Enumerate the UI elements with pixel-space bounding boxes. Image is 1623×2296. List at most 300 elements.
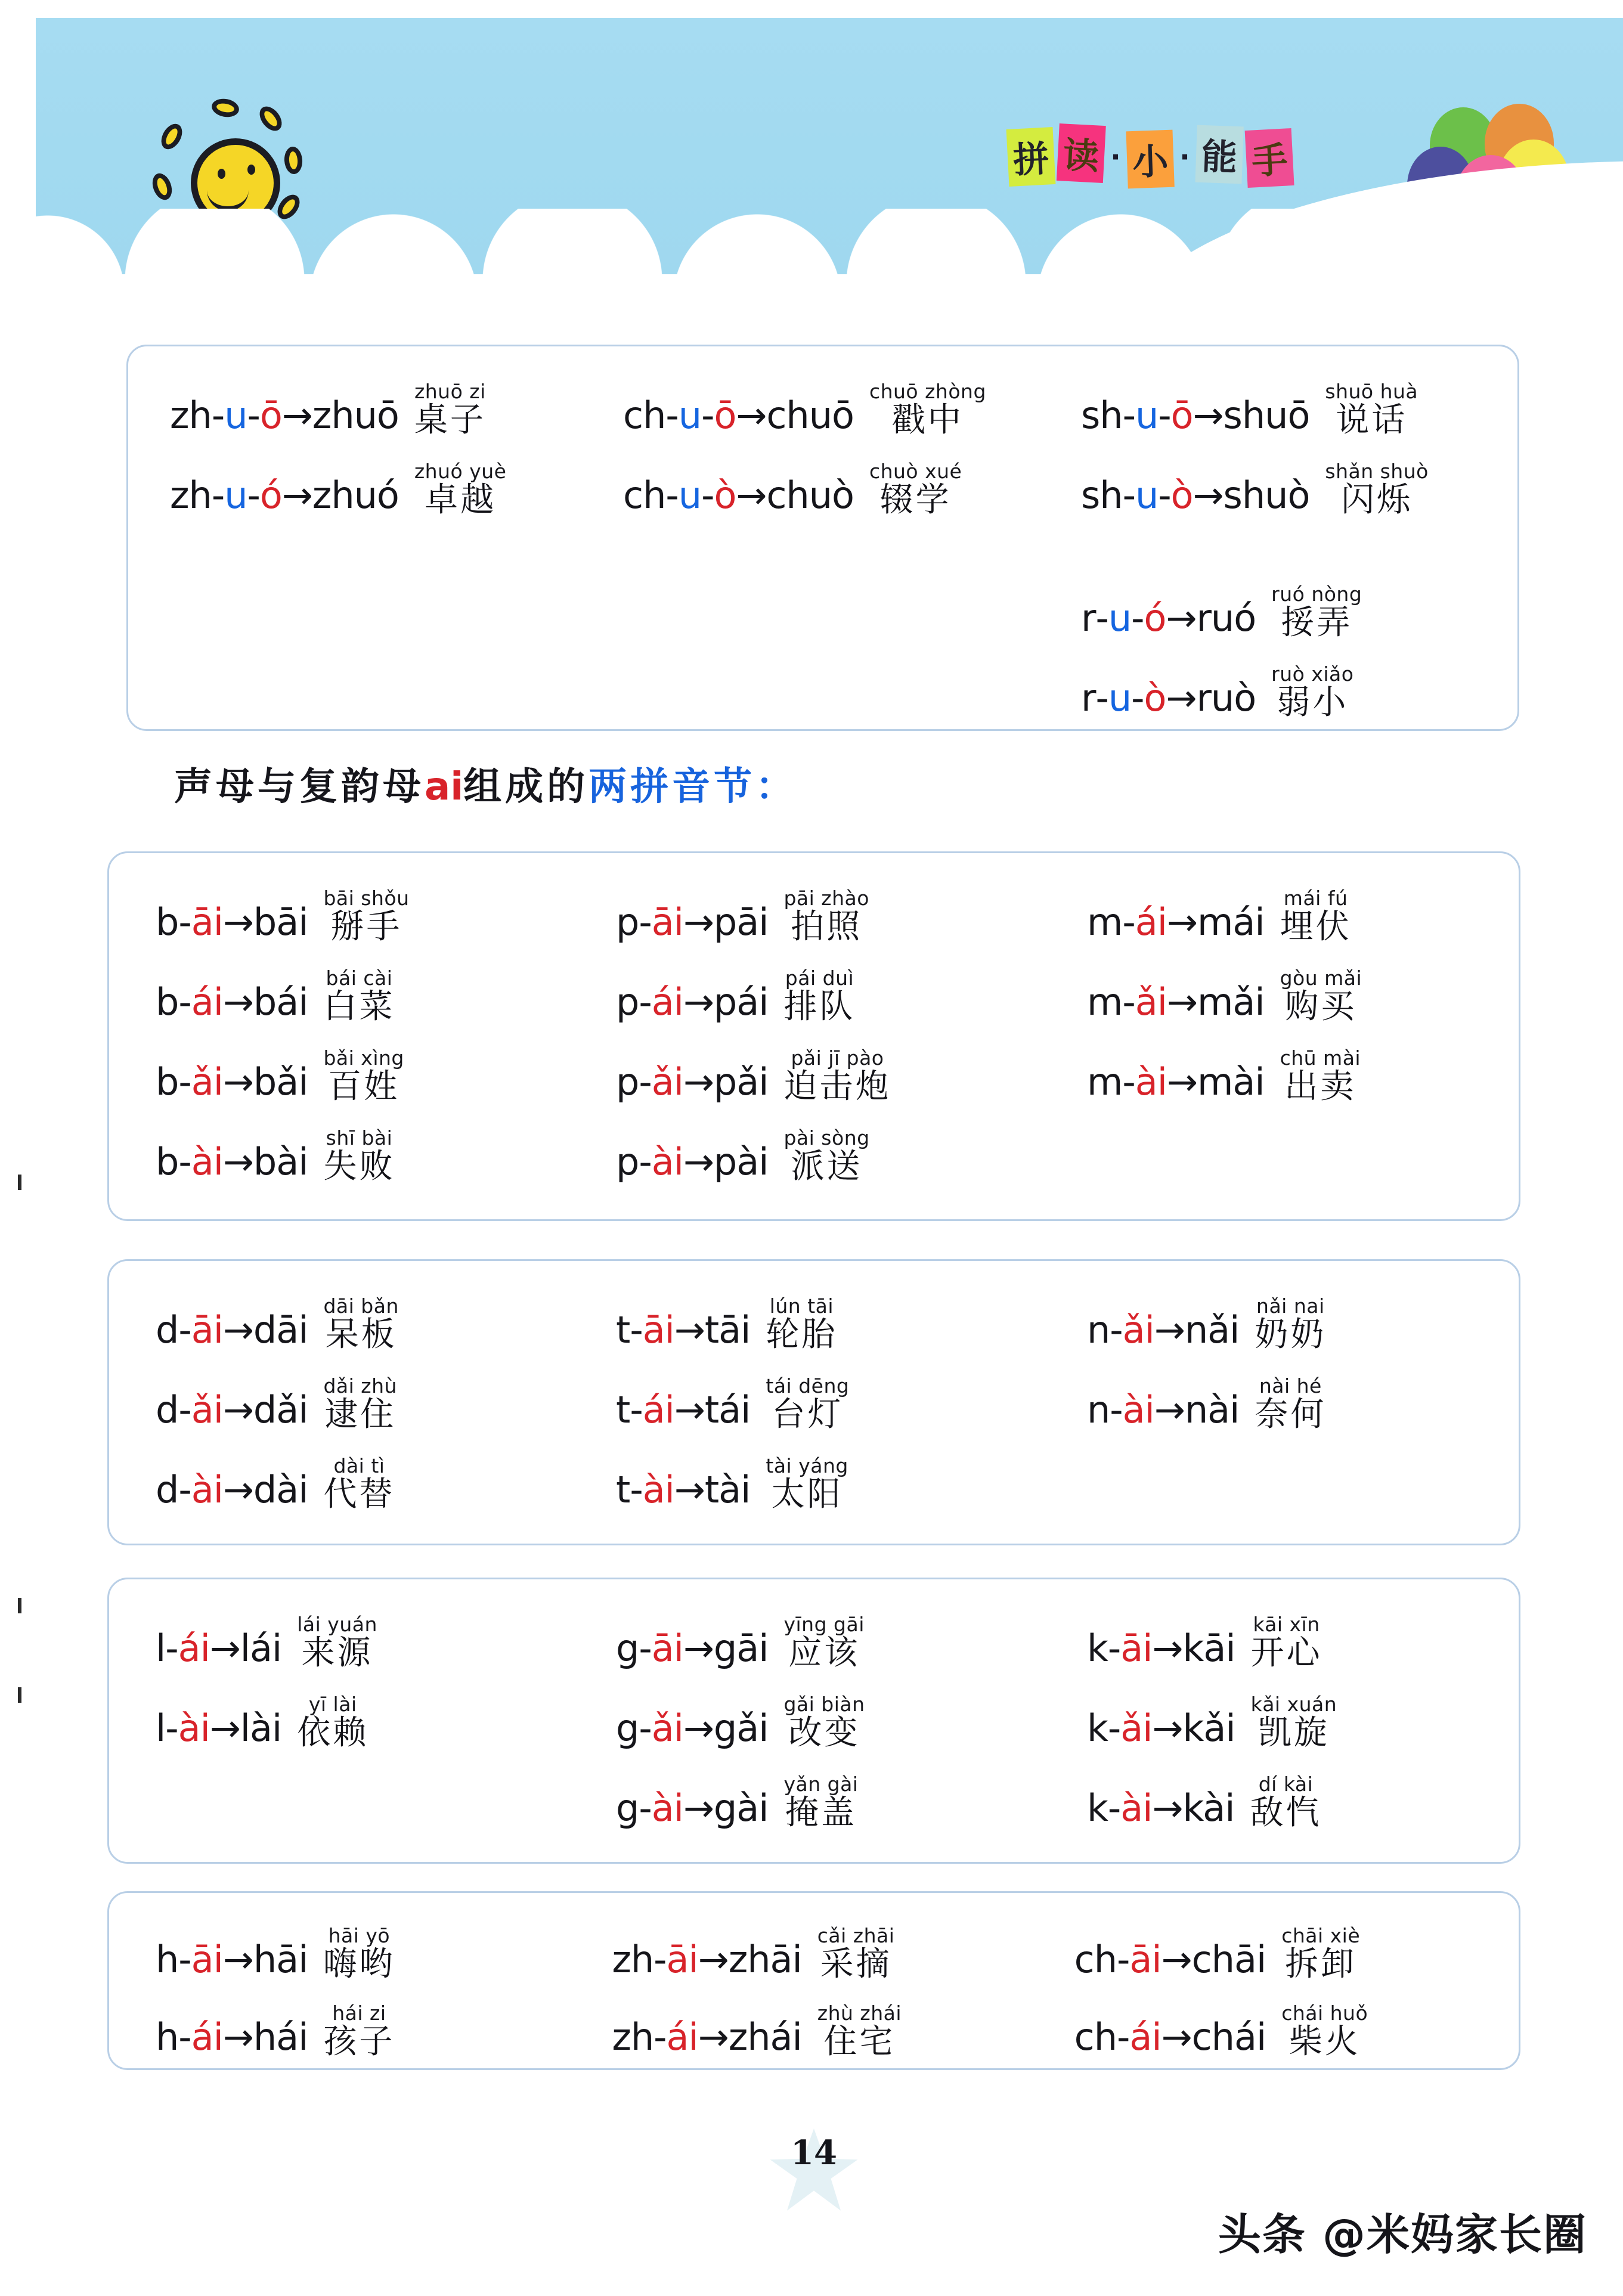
- formula-syllable: lái: [240, 1626, 282, 1670]
- example-pinyin: gòu mǎi: [1280, 966, 1362, 990]
- formula-arrow-icon: →: [698, 2015, 729, 2059]
- formula-final: āi: [651, 1626, 683, 1670]
- formula-syllable: mǎi: [1197, 980, 1265, 1024]
- example-pinyin: bāi shǒu: [323, 886, 410, 910]
- syllable-row: [1081, 367, 1517, 440]
- syllable-row: [616, 953, 1048, 1027]
- formula-syllable: gài: [713, 1786, 769, 1830]
- formula-final: ò: [1170, 473, 1193, 517]
- formula-dash: -: [701, 473, 714, 517]
- example-pinyin: nài hé: [1259, 1374, 1322, 1398]
- syllable-row: [1087, 1281, 1519, 1355]
- syllable-formula: [1087, 1060, 1265, 1104]
- syllable-row: [1087, 873, 1519, 947]
- formula-final: ái: [651, 980, 683, 1024]
- example-word: [1325, 379, 1418, 440]
- formula-syllable: zhuó: [312, 473, 399, 517]
- syllable-formula: [156, 1938, 308, 1981]
- formula-arrow-icon: →: [683, 980, 714, 1024]
- formula-arrow-icon: →: [1193, 473, 1224, 517]
- formula-dash: -: [178, 1468, 191, 1511]
- formula-syllable: zhuō: [312, 393, 399, 437]
- example-word: [766, 1456, 848, 1514]
- formula-dash: -: [1110, 1388, 1123, 1431]
- formula-final: ái: [191, 980, 223, 1024]
- formula-consonant: d: [156, 1468, 179, 1511]
- formula-dash: -: [1110, 1308, 1123, 1352]
- card-column: [1057, 1893, 1519, 2068]
- formula-consonant: b: [156, 900, 179, 944]
- example-word: [783, 1774, 858, 1832]
- formula-final: āi: [651, 900, 683, 944]
- formula-medial: u: [1135, 393, 1159, 437]
- formula-final: ài: [1122, 1388, 1154, 1431]
- formula-dash: -: [1095, 676, 1108, 720]
- syllable-row: [616, 1759, 1048, 1833]
- syllable-row: [616, 1600, 1048, 1673]
- formula-dash: -: [1122, 900, 1135, 944]
- formula-dash: -: [701, 393, 714, 437]
- syllable-row: [170, 447, 606, 520]
- formula-dash: -: [639, 980, 652, 1024]
- formula-dash: -: [211, 393, 225, 437]
- syllable-row: [156, 953, 587, 1027]
- syllable-row: [1081, 649, 1517, 723]
- formula-arrow-icon: →: [736, 393, 767, 437]
- formula-dash: -: [1107, 1706, 1121, 1750]
- formula-consonant: p: [616, 1060, 639, 1104]
- formula-final: ǎi: [1120, 1706, 1153, 1750]
- syllable-row: [156, 1680, 587, 1753]
- formula-consonant: b: [156, 1060, 179, 1104]
- example-pinyin: bǎi xìng: [323, 1046, 404, 1070]
- syllable-formula: [1087, 980, 1265, 1024]
- formula-final: ái: [191, 2015, 223, 2059]
- syllable-formula: [616, 1308, 750, 1352]
- formula-syllable: mài: [1197, 1060, 1265, 1104]
- example-pinyin: bái cài: [326, 966, 393, 990]
- example-word: [414, 461, 507, 519]
- formula-consonant: zh: [612, 1938, 654, 1981]
- example-hanzi: 嗨哟: [323, 1945, 395, 1984]
- syllable-row: [156, 1991, 600, 2062]
- formula-arrow-icon: →: [1154, 1308, 1185, 1352]
- formula-arrow-icon: →: [674, 1308, 705, 1352]
- syllable-formula: [1081, 596, 1256, 640]
- formula-consonant: k: [1087, 1626, 1108, 1670]
- formula-arrow-icon: →: [698, 1938, 729, 1981]
- formula-syllable: kāi: [1182, 1626, 1235, 1670]
- banner-tile-neng: 能: [1195, 125, 1243, 184]
- formula-syllable: pāi: [713, 900, 769, 944]
- example-word: [1251, 1694, 1337, 1752]
- formula-final: āi: [1129, 1938, 1162, 1981]
- example-word: [323, 888, 409, 946]
- example-pinyin: yīng gāi: [783, 1612, 865, 1636]
- example-pinyin: dǎi zhù: [323, 1374, 397, 1398]
- formula-syllable: ruò: [1196, 676, 1256, 720]
- syllable-formula: [156, 980, 308, 1024]
- example-pinyin: pài sòng: [783, 1126, 870, 1149]
- margin-tick: [18, 1687, 21, 1703]
- syllable-formula: [612, 2015, 801, 2059]
- formula-final: āi: [666, 1938, 698, 1981]
- syllable-formula: [156, 1140, 308, 1183]
- formula-final: ō: [259, 393, 282, 437]
- example-word: [1280, 888, 1352, 946]
- formula-medial: u: [678, 393, 702, 437]
- card-grid: [128, 346, 1517, 729]
- formula-arrow-icon: →: [1167, 900, 1197, 944]
- formula-dash: -: [630, 1388, 643, 1431]
- formula-consonant: t: [616, 1308, 630, 1352]
- example-hanzi: 卓越: [425, 481, 497, 520]
- card-column: [1048, 1261, 1519, 1544]
- formula-consonant: n: [1087, 1308, 1110, 1352]
- example-word: [1280, 1048, 1361, 1106]
- formula-dash: -: [178, 2015, 191, 2059]
- example-pinyin: shuō huà: [1325, 379, 1418, 403]
- example-pinyin: lái yuán: [297, 1612, 377, 1636]
- example-hanzi: 依赖: [297, 1714, 369, 1753]
- syllable-formula: [616, 1706, 768, 1750]
- example-word: [323, 1048, 404, 1106]
- example-hanzi: 来源: [301, 1634, 373, 1673]
- syllable-row: [612, 1913, 1056, 1984]
- formula-arrow-icon: →: [1161, 2015, 1192, 2059]
- example-pinyin: dài tì: [333, 1454, 385, 1477]
- example-hanzi: 奶奶: [1255, 1315, 1327, 1355]
- formula-syllable: chuò: [766, 473, 854, 517]
- card-column: [587, 853, 1048, 1219]
- syllable-row: [616, 1033, 1048, 1107]
- formula-arrow-icon: →: [1167, 980, 1197, 1024]
- formula-consonant: t: [616, 1388, 630, 1431]
- example-hanzi: 百姓: [328, 1067, 400, 1107]
- formula-syllable: hái: [253, 2015, 308, 2059]
- example-pinyin: lún tāi: [769, 1294, 834, 1318]
- syllable-formula: [1087, 1706, 1235, 1750]
- syllable-formula: [1081, 393, 1309, 437]
- formula-consonant: d: [156, 1388, 179, 1431]
- formula-dash: -: [653, 1938, 667, 1981]
- syllable-formula: [1087, 1626, 1235, 1670]
- card-column: [109, 853, 587, 1219]
- example-word: [323, 1128, 395, 1186]
- formula-syllable: shuò: [1223, 473, 1310, 517]
- example-word: [1281, 1923, 1361, 1984]
- example-hanzi: 逮住: [324, 1395, 397, 1434]
- formula-dash: -: [1122, 980, 1135, 1024]
- formula-arrow-icon: →: [683, 1060, 714, 1104]
- example-word: [766, 1376, 849, 1434]
- example-hanzi: 住宅: [823, 2022, 896, 2062]
- formula-final: āi: [1120, 1626, 1153, 1670]
- formula-final: ái: [642, 1388, 674, 1431]
- formula-syllable: zhái: [728, 2015, 802, 2059]
- syllable-formula: [156, 1706, 281, 1750]
- section-heading-prefix: 声母与复韵母: [174, 765, 425, 809]
- example-hanzi: 迫击炮: [783, 1067, 891, 1107]
- formula-final: ō: [1170, 393, 1193, 437]
- banner-tile-xiao: 小: [1126, 130, 1174, 189]
- section-heading-middle: 组成的: [463, 765, 589, 809]
- example-hanzi: 闪烁: [1341, 481, 1413, 520]
- example-hanzi: 太阳: [771, 1475, 843, 1514]
- formula-consonant: h: [156, 1938, 179, 1981]
- card-column: [600, 1893, 1056, 2068]
- syllable-formula: [156, 1308, 308, 1352]
- example-pinyin: chái huǒ: [1281, 2001, 1368, 2025]
- syllable-formula: [1081, 676, 1256, 720]
- section-heading-final: ai: [425, 765, 464, 809]
- formula-dash: -: [653, 2015, 667, 2059]
- formula-arrow-icon: →: [683, 1626, 714, 1670]
- formula-consonant: zh: [612, 2015, 654, 2059]
- formula-consonant: l: [156, 1706, 166, 1750]
- formula-syllable: bài: [253, 1140, 308, 1183]
- example-hanzi: 派送: [791, 1147, 863, 1186]
- example-hanzi: 白菜: [323, 987, 395, 1027]
- formula-arrow-icon: →: [1161, 1938, 1192, 1981]
- example-word: [1281, 2003, 1368, 2061]
- syllable-formula: [1087, 1388, 1239, 1431]
- formula-consonant: g: [616, 1706, 639, 1750]
- example-word: [414, 379, 486, 440]
- example-pinyin: pǎi jī pào: [791, 1046, 884, 1070]
- formula-arrow-icon: →: [222, 900, 253, 944]
- example-hanzi: 代替: [323, 1475, 395, 1514]
- formula-dash: -: [1117, 2015, 1130, 2059]
- syllable-formula: [616, 1140, 768, 1183]
- formula-dash: -: [211, 473, 225, 517]
- card-column: [1060, 346, 1517, 729]
- formula-syllable: kǎi: [1182, 1706, 1235, 1750]
- formula-syllable: shuō: [1223, 393, 1310, 437]
- formula-final: ài: [651, 1786, 683, 1830]
- formula-syllable: hāi: [253, 1938, 308, 1981]
- example-pinyin: tài yáng: [766, 1454, 848, 1477]
- syllable-row: [170, 367, 606, 440]
- formula-consonant: b: [156, 980, 179, 1024]
- formula-dash: -: [165, 1706, 178, 1750]
- formula-final: ài: [651, 1140, 683, 1183]
- syllable-row: [616, 1361, 1048, 1434]
- syllable-card-uo: [126, 345, 1519, 731]
- example-pinyin: zhù zhái: [817, 2001, 902, 2025]
- example-word: [323, 1456, 395, 1514]
- syllable-formula: [616, 1786, 768, 1830]
- formula-final: ài: [642, 1468, 674, 1511]
- formula-syllable: dāi: [253, 1308, 308, 1352]
- formula-final: ǎi: [191, 1060, 223, 1104]
- formula-consonant: b: [156, 1140, 179, 1183]
- formula-dash: -: [247, 393, 260, 437]
- syllable-formula: [156, 1468, 308, 1511]
- formula-arrow-icon: →: [674, 1388, 705, 1431]
- formula-consonant: h: [156, 2015, 179, 2059]
- page-number: 14: [791, 2133, 837, 2173]
- formula-consonant: d: [156, 1308, 179, 1352]
- formula-dash: -: [1122, 473, 1135, 517]
- formula-syllable: kài: [1182, 1786, 1235, 1830]
- syllable-row: [1081, 447, 1517, 520]
- example-hanzi: 改变: [788, 1714, 860, 1753]
- formula-arrow-icon: →: [1167, 1060, 1197, 1104]
- formula-syllable: tái: [704, 1388, 751, 1431]
- syllable-formula: [1074, 2015, 1266, 2059]
- formula-consonant: m: [1087, 980, 1123, 1024]
- syllable-row: [612, 1991, 1056, 2062]
- formula-arrow-icon: →: [683, 1140, 714, 1183]
- formula-final: ō: [714, 393, 736, 437]
- formula-arrow-icon: →: [683, 1706, 714, 1750]
- syllable-row: [1081, 569, 1517, 643]
- example-hanzi: 弱小: [1277, 683, 1349, 723]
- card-grid: [109, 1261, 1519, 1544]
- formula-medial: u: [224, 393, 247, 437]
- syllable-card-hzhch: [107, 1891, 1520, 2070]
- example-word: [297, 1694, 368, 1752]
- syllable-row: [1087, 953, 1519, 1027]
- formula-final: āi: [642, 1308, 674, 1352]
- formula-arrow-icon: →: [1152, 1706, 1183, 1750]
- formula-dash: -: [178, 1140, 191, 1183]
- formula-final: ǎi: [191, 1388, 223, 1431]
- formula-dash: -: [639, 1706, 652, 1750]
- formula-arrow-icon: →: [281, 393, 312, 437]
- example-word: [817, 1923, 895, 1984]
- formula-dash: -: [1158, 473, 1171, 517]
- formula-syllable: chái: [1191, 2015, 1266, 2059]
- formula-medial: u: [224, 473, 247, 517]
- formula-syllable: nǎi: [1184, 1308, 1240, 1352]
- formula-dash: -: [639, 900, 652, 944]
- formula-dash: -: [178, 1388, 191, 1431]
- syllable-row: [616, 1680, 1048, 1753]
- example-word: [323, 2003, 395, 2061]
- example-pinyin: chū mài: [1280, 1046, 1361, 1070]
- formula-final: ó: [1144, 596, 1166, 640]
- formula-consonant: ch: [1074, 1938, 1117, 1981]
- formula-consonant: r: [1081, 596, 1096, 640]
- example-hanzi: 柴火: [1289, 2022, 1361, 2062]
- formula-arrow-icon: →: [222, 1308, 253, 1352]
- example-pinyin: kǎi xuán: [1250, 1692, 1337, 1716]
- formula-consonant: m: [1087, 1060, 1123, 1104]
- syllable-formula: [170, 393, 399, 437]
- syllable-formula: [1087, 900, 1265, 944]
- syllable-formula: [616, 1626, 768, 1670]
- formula-consonant: t: [616, 1468, 630, 1511]
- formula-syllable: tāi: [704, 1308, 751, 1352]
- formula-dash: -: [178, 900, 191, 944]
- formula-consonant: k: [1087, 1706, 1108, 1750]
- margin-tick: [18, 1175, 21, 1190]
- formula-final: āi: [191, 1938, 223, 1981]
- syllable-row: [616, 1113, 1048, 1186]
- example-word: [323, 1923, 395, 1984]
- example-word: [1271, 664, 1353, 722]
- formula-syllable: bái: [253, 980, 308, 1024]
- example-pinyin: ruò xiǎo: [1271, 662, 1354, 686]
- formula-consonant: k: [1087, 1786, 1108, 1830]
- banner-tile-dot: ·: [1179, 141, 1190, 173]
- example-pinyin: ruó nòng: [1271, 582, 1362, 606]
- card-column: [128, 346, 606, 729]
- card-column: [109, 1893, 600, 2068]
- formula-arrow-icon: →: [222, 1938, 253, 1981]
- formula-final: āi: [191, 900, 223, 944]
- syllable-row: [156, 1113, 587, 1186]
- formula-syllable: ruó: [1196, 596, 1256, 640]
- example-pinyin: yǎn gài: [783, 1772, 859, 1796]
- formula-arrow-icon: →: [1193, 393, 1224, 437]
- example-hanzi: 挼弄: [1281, 603, 1353, 643]
- example-pinyin: zhuó yuè: [414, 459, 507, 483]
- formula-syllable: gǎi: [713, 1706, 769, 1750]
- formula-dash: -: [178, 1938, 191, 1981]
- syllable-formula: [156, 900, 308, 944]
- syllable-formula: [1087, 1308, 1239, 1352]
- example-word: [1250, 1774, 1322, 1832]
- syllable-formula: [1074, 1938, 1266, 1981]
- formula-consonant: g: [616, 1626, 639, 1670]
- formula-syllable: lài: [240, 1706, 282, 1750]
- example-hanzi: 应该: [788, 1634, 860, 1673]
- formula-dash: -: [1095, 596, 1108, 640]
- syllable-row: [616, 1281, 1048, 1355]
- syllable-formula: [1087, 1786, 1235, 1830]
- formula-final: ái: [1129, 2015, 1162, 2059]
- syllable-row: [156, 1033, 587, 1107]
- formula-arrow-icon: →: [736, 473, 767, 517]
- formula-dash: -: [178, 1060, 191, 1104]
- formula-syllable: mái: [1197, 900, 1265, 944]
- syllable-formula: [612, 1938, 801, 1981]
- formula-arrow-icon: →: [1154, 1388, 1185, 1431]
- example-pinyin: hái zi: [332, 2001, 386, 2025]
- example-hanzi: 拆卸: [1285, 1945, 1357, 1984]
- formula-medial: u: [1108, 676, 1132, 720]
- card-column: [606, 346, 1060, 729]
- syllable-formula: [616, 1468, 750, 1511]
- formula-arrow-icon: →: [1152, 1786, 1183, 1830]
- card-column: [1048, 1579, 1519, 1862]
- formula-final: ǎi: [651, 1060, 683, 1104]
- example-hanzi: 出卖: [1284, 1067, 1356, 1107]
- syllable-formula: [156, 1626, 281, 1670]
- syllable-row: [616, 1441, 1048, 1514]
- formula-syllable: pái: [713, 980, 769, 1024]
- formula-dash: -: [178, 980, 191, 1024]
- formula-final: ó: [259, 473, 282, 517]
- formula-arrow-icon: →: [281, 473, 312, 517]
- formula-syllable: pài: [713, 1140, 769, 1183]
- formula-consonant: ch: [623, 393, 666, 437]
- example-hanzi: 奈何: [1255, 1395, 1327, 1434]
- formula-medial: u: [678, 473, 702, 517]
- example-word: [783, 1128, 869, 1186]
- card-column: [587, 1261, 1048, 1544]
- formula-consonant: ch: [623, 473, 666, 517]
- example-pinyin: mái fú: [1283, 886, 1348, 910]
- formula-final: ǎi: [651, 1706, 683, 1750]
- margin-tick: [18, 1598, 21, 1613]
- formula-consonant: p: [616, 900, 639, 944]
- example-pinyin: kāi xīn: [1253, 1612, 1320, 1636]
- formula-consonant: l: [156, 1626, 166, 1670]
